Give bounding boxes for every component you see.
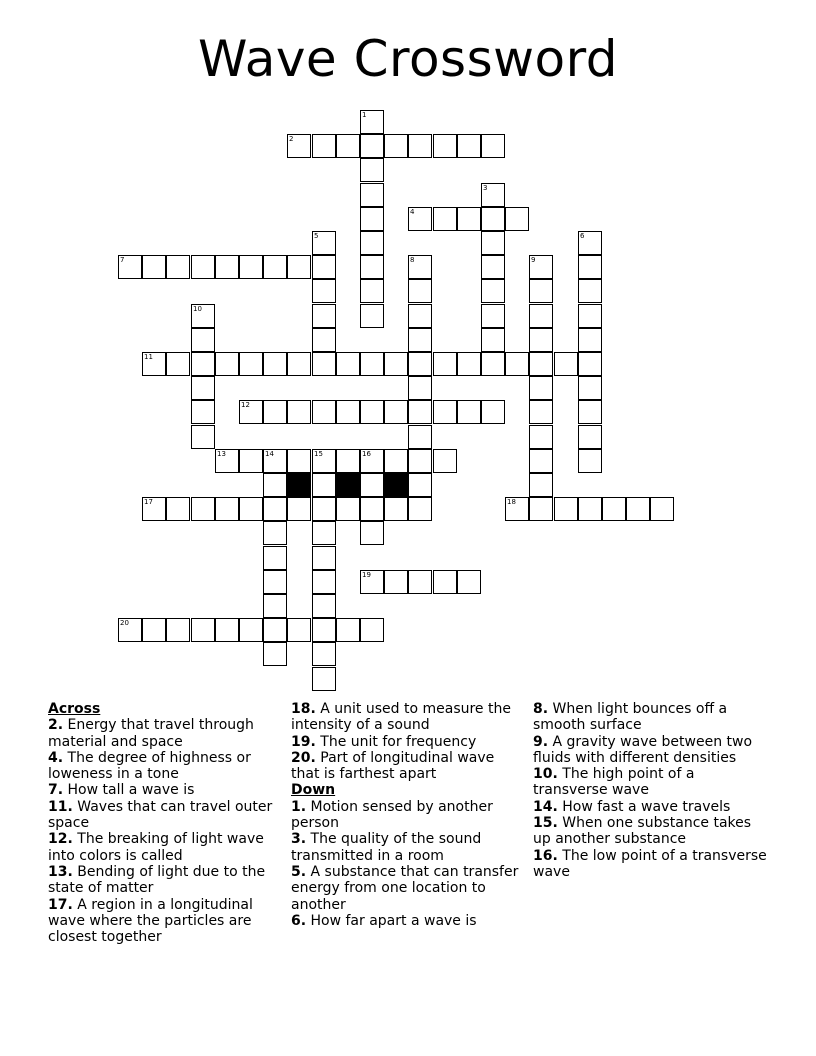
clue-item (533, 848, 773, 881)
grid-cell[interactable] (408, 328, 432, 352)
grid-cell[interactable] (408, 570, 432, 594)
grid-cell[interactable] (408, 376, 432, 400)
clue-item-number: 2. (48, 717, 64, 734)
grid-cell[interactable] (481, 183, 505, 207)
grid-cell[interactable] (263, 497, 287, 521)
clue-item-text: How fast a wave travels (557, 798, 731, 815)
grid-cell[interactable] (263, 642, 287, 666)
grid-cell[interactable] (336, 400, 360, 424)
down-clue-list-continued (533, 701, 773, 880)
grid-cell[interactable] (578, 425, 602, 449)
grid-cell[interactable] (408, 473, 432, 497)
grid-cell[interactable] (336, 134, 360, 158)
grid-cell[interactable] (191, 376, 215, 400)
grid-cell[interactable] (408, 425, 432, 449)
grid-cell[interactable] (287, 400, 311, 424)
clue-item-number: 20. (291, 749, 316, 766)
clue-item (533, 766, 773, 799)
clue-item-text: A gravity wave between two fluids with different densities (533, 733, 753, 766)
grid-cell[interactable] (263, 400, 287, 424)
grid-cell[interactable] (166, 618, 190, 642)
clue-number: 1 (362, 111, 367, 119)
grid-cell[interactable] (529, 473, 553, 497)
grid-cell[interactable] (142, 497, 166, 521)
clue-item-number: 5. (291, 863, 307, 880)
grid-cell[interactable] (312, 642, 336, 666)
clue-item-text: The unit for frequency (315, 733, 477, 750)
grid-cell[interactable] (191, 328, 215, 352)
grid-cell[interactable] (336, 618, 360, 642)
clue-item-text: Bending of light due to the state of matter (48, 863, 266, 897)
grid-cell[interactable] (602, 497, 626, 521)
clue-item (291, 864, 523, 913)
clue-item (291, 750, 523, 783)
grid-cell[interactable] (457, 207, 481, 231)
grid-cell[interactable] (578, 231, 602, 255)
page-title: Wave Crossword (197, 30, 619, 88)
grid-cell[interactable] (263, 521, 287, 545)
grid-cell[interactable] (408, 255, 432, 279)
clue-number: 4 (410, 208, 415, 216)
grid-cell[interactable] (505, 497, 529, 521)
clue-number: 18 (507, 498, 516, 506)
grid-cell[interactable] (239, 400, 263, 424)
grid-cell[interactable] (529, 304, 553, 328)
grid-cell[interactable] (263, 570, 287, 594)
grid-cell[interactable] (529, 400, 553, 424)
clue-number: 20 (120, 619, 129, 627)
grid-cell[interactable] (166, 352, 190, 376)
grid-cell[interactable] (578, 255, 602, 279)
grid-cell[interactable] (408, 134, 432, 158)
clue-number: 3 (483, 184, 488, 192)
clue-number: 17 (144, 498, 153, 506)
grid-cell[interactable] (384, 134, 408, 158)
clue-number: 15 (314, 450, 323, 458)
grid-cell[interactable] (457, 570, 481, 594)
clue-number: 2 (289, 135, 294, 143)
grid-cell[interactable] (360, 570, 384, 594)
grid-cell[interactable] (457, 400, 481, 424)
grid-cell[interactable] (578, 328, 602, 352)
grid-cell[interactable] (360, 521, 384, 545)
grid-cell[interactable] (191, 255, 215, 279)
clue-item-number: 12. (48, 831, 73, 848)
clue-item-text: A substance that can transfer energy from one location to another (291, 863, 519, 913)
grid-cell[interactable] (263, 594, 287, 618)
grid-cell[interactable] (384, 570, 408, 594)
grid-cell[interactable] (481, 400, 505, 424)
clue-item-number: 9. (533, 733, 549, 750)
grid-cell[interactable] (457, 134, 481, 158)
grid-cell[interactable] (578, 400, 602, 424)
grid-cell[interactable] (312, 304, 336, 328)
clue-number: 16 (362, 450, 371, 458)
grid-cell[interactable] (408, 207, 432, 231)
clue-item-text: How tall a wave is (63, 782, 195, 799)
grid-cell[interactable] (118, 255, 142, 279)
clue-item (48, 864, 280, 897)
grid-cell[interactable] (142, 618, 166, 642)
clue-item-number: 7. (48, 782, 64, 799)
grid-cell[interactable] (312, 352, 336, 376)
grid-cell[interactable] (336, 449, 360, 473)
clue-item-number: 3. (291, 831, 307, 848)
grid-cell[interactable] (336, 497, 360, 521)
clue-item (48, 799, 280, 832)
clue-item-text: When light bounces off a smooth surface (533, 701, 728, 734)
grid-cell[interactable] (554, 497, 578, 521)
grid-cell[interactable] (433, 352, 457, 376)
clue-item-text: Motion sensed by another person (291, 798, 493, 832)
grid-cell[interactable] (215, 352, 239, 376)
clue-item-number: 15. (533, 815, 558, 832)
grid-cell[interactable] (215, 618, 239, 642)
clue-item-number: 1. (291, 798, 307, 815)
clue-item-number: 8. (533, 701, 549, 717)
black-cell (336, 473, 360, 497)
grid-cell[interactable] (360, 207, 384, 231)
clue-item (291, 734, 523, 750)
clue-item (291, 701, 523, 734)
clue-number: 5 (314, 232, 319, 240)
grid-cell[interactable] (384, 449, 408, 473)
grid-cell[interactable] (263, 352, 287, 376)
grid-cell[interactable] (360, 497, 384, 521)
grid-cell[interactable] (578, 279, 602, 303)
across-clue-list-continued (291, 701, 523, 782)
clue-item-text: When one substance takes up another substance (533, 815, 752, 848)
grid-cell[interactable] (287, 618, 311, 642)
clue-number: 12 (241, 401, 250, 409)
grid-cell[interactable] (384, 497, 408, 521)
grid-cell[interactable] (287, 255, 311, 279)
grid-cell[interactable] (505, 352, 529, 376)
clue-item (48, 750, 280, 783)
clue-item-text: The degree of highness or loweness in a tone (48, 749, 251, 783)
clue-item-number: 6. (291, 912, 307, 929)
grid-cell[interactable] (408, 400, 432, 424)
grid-cell[interactable] (481, 207, 505, 231)
grid-cell[interactable] (360, 400, 384, 424)
clue-number: 13 (217, 450, 226, 458)
grid-cell[interactable] (481, 134, 505, 158)
grid-cell[interactable] (336, 352, 360, 376)
grid-cell[interactable] (505, 207, 529, 231)
grid-cell[interactable] (384, 400, 408, 424)
clue-item-text: How far apart a wave is (306, 912, 477, 929)
grid-cell[interactable] (118, 618, 142, 642)
grid-cell[interactable] (215, 255, 239, 279)
grid-cell[interactable] (263, 449, 287, 473)
grid-cell[interactable] (312, 328, 336, 352)
grid-cell[interactable] (578, 497, 602, 521)
grid-cell[interactable] (166, 497, 190, 521)
grid-cell[interactable] (263, 473, 287, 497)
grid-cell[interactable] (142, 352, 166, 376)
clue-item-number: 11. (48, 798, 73, 815)
clue-item (533, 701, 773, 734)
across-heading: Across (48, 701, 101, 717)
grid-cell[interactable] (433, 207, 457, 231)
clue-item (533, 799, 773, 815)
clue-item-number: 18. (291, 701, 316, 717)
grid-cell[interactable] (215, 449, 239, 473)
grid-cell[interactable] (360, 279, 384, 303)
grid-cell[interactable] (312, 497, 336, 521)
grid-cell[interactable] (360, 618, 384, 642)
grid-cell[interactable] (287, 352, 311, 376)
clue-number: 9 (531, 256, 536, 264)
clue-item-number: 13. (48, 863, 73, 880)
down-clue-list (291, 799, 523, 929)
clue-item (48, 897, 280, 946)
grid-cell[interactable] (433, 134, 457, 158)
black-cell (384, 473, 408, 497)
grid-cell[interactable] (312, 618, 336, 642)
grid-cell[interactable] (191, 352, 215, 376)
clue-number: 8 (410, 256, 415, 264)
grid-cell[interactable] (239, 618, 263, 642)
grid-cell[interactable] (529, 279, 553, 303)
black-cell (287, 473, 311, 497)
grid-cell[interactable] (578, 449, 602, 473)
grid-cell[interactable] (384, 352, 408, 376)
grid-cell[interactable] (263, 546, 287, 570)
grid-cell[interactable] (554, 352, 578, 376)
clue-item (533, 815, 773, 848)
grid-cell[interactable] (650, 497, 674, 521)
grid-cell[interactable] (360, 110, 384, 134)
grid-cell[interactable] (263, 618, 287, 642)
grid-cell[interactable] (529, 425, 553, 449)
grid-cell[interactable] (578, 304, 602, 328)
clue-item-number: 14. (533, 798, 558, 815)
clue-item (533, 734, 773, 767)
grid-cell[interactable] (312, 473, 336, 497)
clue-number: 6 (580, 232, 585, 240)
grid-cell[interactable] (166, 255, 190, 279)
grid-cell[interactable] (215, 497, 239, 521)
clue-item (48, 782, 280, 798)
grid-cell[interactable] (312, 400, 336, 424)
clue-item-number: 19. (291, 733, 316, 750)
grid-cell[interactable] (239, 352, 263, 376)
grid-cell[interactable] (360, 231, 384, 255)
grid-cell[interactable] (312, 594, 336, 618)
clue-number: 14 (265, 450, 274, 458)
grid-cell[interactable] (529, 328, 553, 352)
clue-item-text: The high point of a transverse wave (533, 766, 695, 799)
grid-cell[interactable] (408, 449, 432, 473)
grid-cell[interactable] (312, 231, 336, 255)
clue-item-number: 17. (48, 896, 73, 913)
grid-cell[interactable] (312, 279, 336, 303)
grid-cell[interactable] (239, 497, 263, 521)
grid-cell[interactable] (360, 158, 384, 182)
grid-cell[interactable] (529, 352, 553, 376)
grid-cell[interactable] (263, 255, 287, 279)
clue-item (291, 831, 523, 864)
grid-cell[interactable] (239, 449, 263, 473)
grid-cell[interactable] (457, 352, 481, 376)
grid-cell[interactable] (433, 570, 457, 594)
grid-cell[interactable] (312, 134, 336, 158)
clues-column-2 (291, 701, 523, 929)
grid-cell[interactable] (287, 134, 311, 158)
grid-cell[interactable] (191, 400, 215, 424)
down-heading: Down (291, 782, 336, 799)
across-clue-list (48, 717, 280, 945)
grid-cell[interactable] (312, 570, 336, 594)
clue-item-text: The quality of the sound transmitted in a room (291, 831, 482, 864)
grid-cell[interactable] (360, 255, 384, 279)
grid-cell[interactable] (312, 449, 336, 473)
clue-item-text: Waves that can travel outer space (48, 798, 273, 832)
grid-cell[interactable] (408, 304, 432, 328)
grid-cell[interactable] (578, 376, 602, 400)
grid-cell[interactable] (191, 618, 215, 642)
clue-item-number: 10. (533, 766, 558, 783)
grid-cell[interactable] (433, 449, 457, 473)
grid-cell[interactable] (191, 304, 215, 328)
grid-cell[interactable] (360, 134, 384, 158)
clue-item-text: The breaking of light wave into colors is called (48, 831, 264, 864)
clue-item-text: A region in a longitudinal wave where the particles are closest together (48, 896, 253, 946)
grid-cell[interactable] (481, 304, 505, 328)
clue-item-text: Energy that travel through material and space (48, 717, 254, 750)
grid-cell[interactable] (408, 497, 432, 521)
clue-item (291, 799, 523, 832)
clue-number: 19 (362, 571, 371, 579)
grid-cell[interactable] (360, 352, 384, 376)
grid-cell[interactable] (578, 352, 602, 376)
clue-item-number: 16. (533, 847, 558, 864)
grid-cell[interactable] (287, 449, 311, 473)
grid-cell[interactable] (360, 449, 384, 473)
clue-item-number: 4. (48, 749, 64, 766)
grid-cell[interactable] (191, 425, 215, 449)
clue-item (291, 913, 523, 929)
grid-cell[interactable] (312, 255, 336, 279)
clue-item (48, 717, 280, 750)
grid-cell[interactable] (360, 473, 384, 497)
grid-cell[interactable] (191, 497, 215, 521)
grid-cell[interactable] (142, 255, 166, 279)
grid-cell[interactable] (408, 279, 432, 303)
grid-cell[interactable] (529, 449, 553, 473)
grid-cell[interactable] (481, 328, 505, 352)
clue-item (48, 831, 280, 864)
clues-column-1 (48, 701, 280, 945)
grid-cell[interactable] (433, 400, 457, 424)
clue-number: 10 (193, 305, 202, 313)
clue-item-text: Part of longitudinal wave that is farthest apart (291, 749, 495, 783)
clue-item-text: A unit used to measure the intensity of a sound (291, 701, 511, 734)
clue-number: 7 (120, 256, 125, 264)
grid-cell[interactable] (239, 255, 263, 279)
grid-cell[interactable] (312, 546, 336, 570)
grid-cell[interactable] (287, 497, 311, 521)
grid-cell[interactable] (481, 231, 505, 255)
grid-cell[interactable] (481, 352, 505, 376)
grid-cell[interactable] (312, 521, 336, 545)
grid-cell[interactable] (360, 304, 384, 328)
grid-cell[interactable] (626, 497, 650, 521)
grid-cell[interactable] (529, 255, 553, 279)
grid-cell[interactable] (408, 352, 432, 376)
clue-number: 11 (144, 353, 153, 361)
grid-cell[interactable] (360, 183, 384, 207)
clue-item-text: The low point of a transverse wave (533, 847, 767, 880)
grid-cell[interactable] (529, 497, 553, 521)
grid-cell[interactable] (481, 255, 505, 279)
grid-cell[interactable] (481, 279, 505, 303)
clues-column-3 (533, 701, 773, 880)
grid-cell[interactable] (312, 667, 336, 691)
grid-cell[interactable] (529, 376, 553, 400)
